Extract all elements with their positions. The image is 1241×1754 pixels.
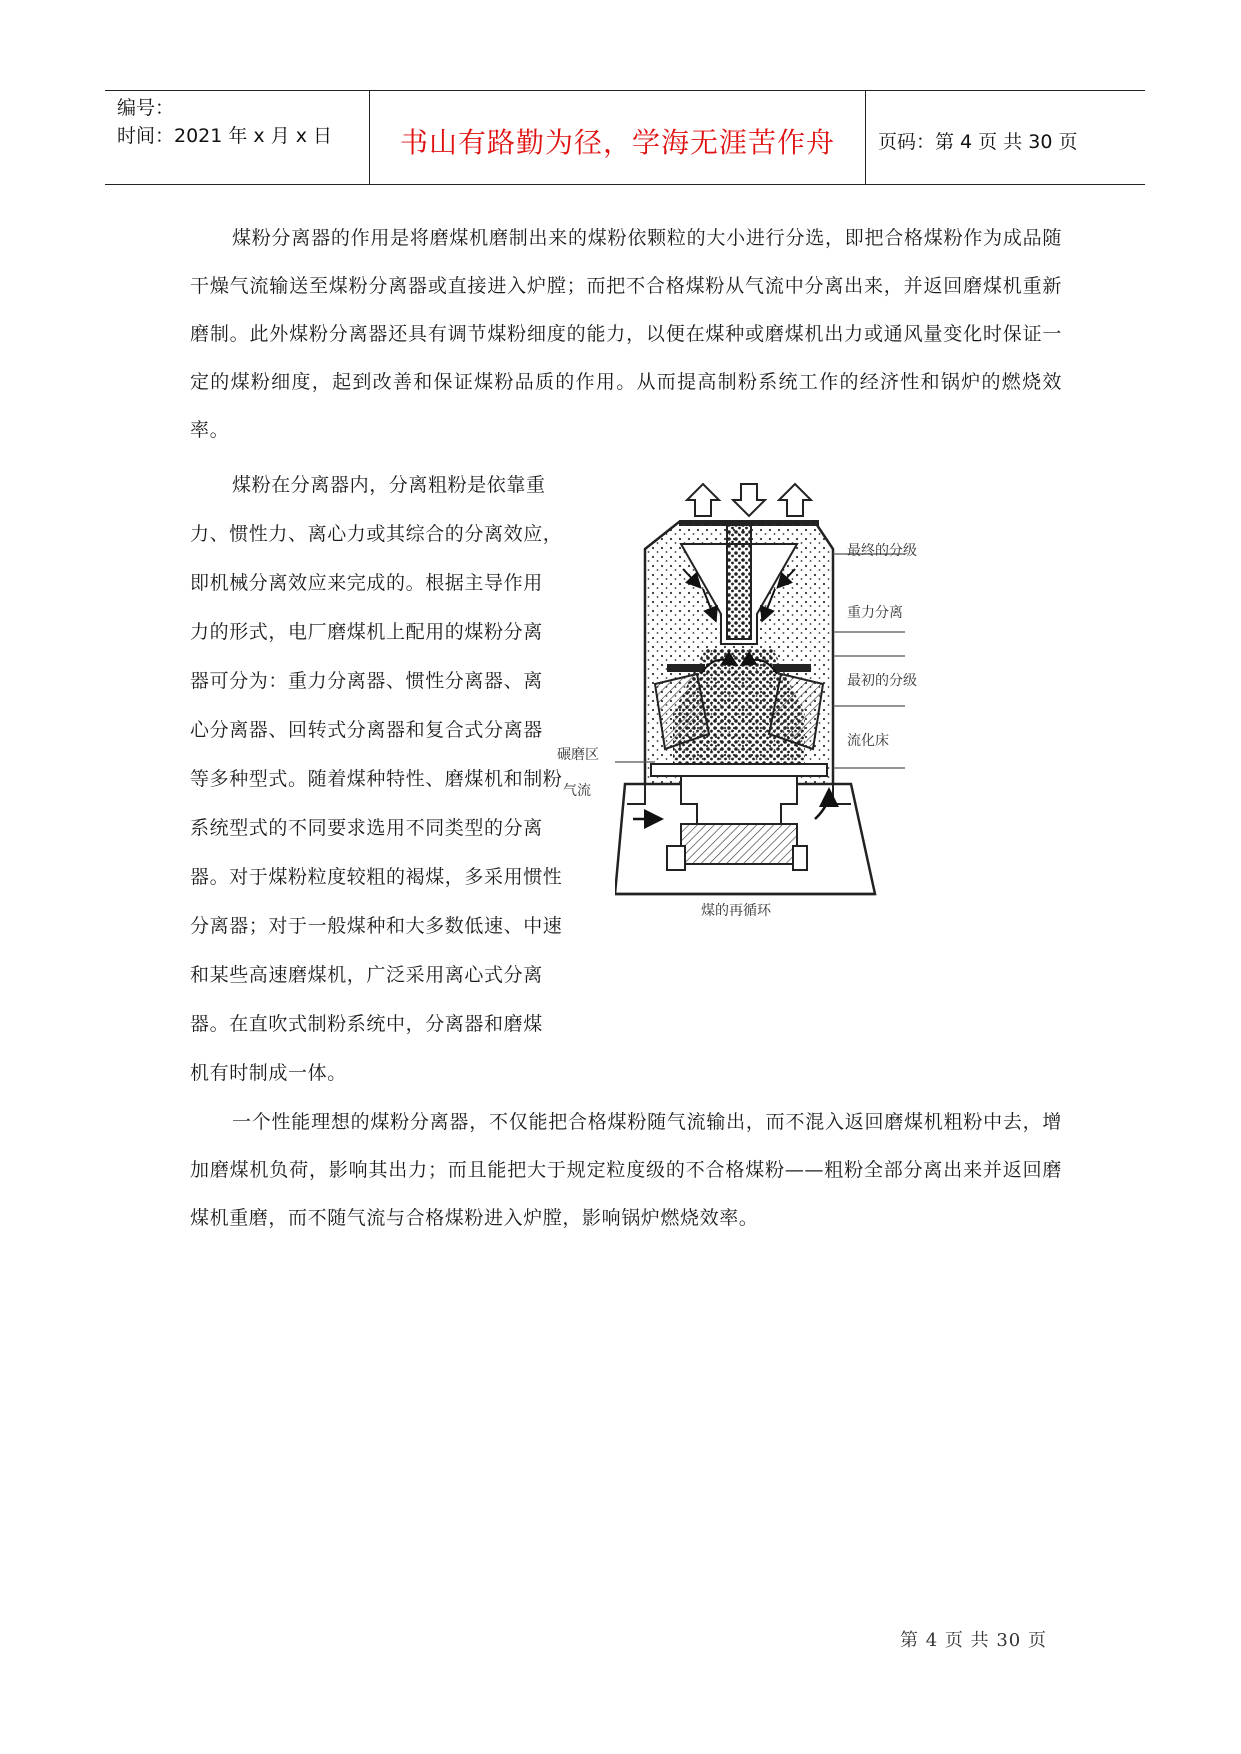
page-header	[105, 90, 1145, 185]
outlet-arrows	[687, 484, 811, 516]
label-initial-classification: 最初的分级	[847, 673, 917, 689]
paragraph-line: 心分离器、回转式分离器和复合式分离器	[190, 719, 543, 741]
coal-separator-diagram	[557, 474, 1055, 1034]
paragraph-line: 煤粉在分离器内，分离粗粉是依靠重	[232, 474, 546, 496]
paragraph-line: 机有时制成一体。	[190, 1062, 347, 1084]
label-coal-recirculation: 煤的再循环	[701, 903, 771, 919]
label-airflow: 气流	[563, 783, 591, 799]
paragraph-ideal-separator: 一个性能理想的煤粉分离器，不仅能把合格煤粉随气流输出，而不混入返回磨煤机粗粉中去，增加磨煤机负荷，影响其出力；而且能把大于规定粒度级的不合格煤粉——粗粉全部分离出来并返回磨煤机重磨，而不随气流与合格煤粉进入炉膛，影响锅炉燃烧效率。	[190, 1111, 1062, 1229]
paragraph-line: 和某些高速磨煤机，广泛采用离心式分离	[190, 964, 543, 986]
paragraph-line: 器。在直吹式制粉系统中，分离器和磨煤	[190, 1013, 543, 1035]
paragraph-separator-function: 煤粉分离器的作用是将磨煤机磨制出来的煤粉依颗粒的大小进行分选，即把合格煤粉作为成品随干燥气流输送至煤粉分离器或直接进入炉膛；而把不合格煤粉从气流中分离出来，并返回磨煤机重新磨制。此外煤粉分离器还具有调节煤粉细度的能力，以便在煤种或磨煤机出力或通风量变化时保证一定的煤粉细度，起到改善和保证煤粉品质的作用。从而提高制粉系统工作的经济性和锅炉的燃烧效率。	[190, 227, 1062, 441]
label-fluidized-bed: 流化床	[847, 733, 889, 749]
label-grinding-zone: 碾磨区	[557, 747, 599, 763]
label-gravity-separation: 重力分离	[847, 605, 903, 621]
paragraph-line: 力的形式，电厂磨煤机上配用的煤粉分离	[190, 621, 543, 643]
document-number-label: 编号：	[117, 97, 175, 119]
header-motto-cell	[369, 91, 866, 184]
label-final-classification: 最终的分级	[847, 543, 917, 559]
separator-drawing	[615, 474, 1055, 1034]
header-motto: 书山有路勤为径，学海无涯苦作舟	[399, 126, 835, 159]
header-page-number: 页码：第 4 页 共 30 页	[878, 131, 1078, 153]
paragraph-line: 分离器；对于一般煤种和大多数低速、中速	[190, 915, 563, 937]
paragraph-line: 器。对于煤粉粒度较粗的褐煤，多采用惯性	[190, 866, 563, 888]
header-meta-cell	[105, 91, 369, 184]
paragraph-line: 等多种型式。随着煤种特性、磨煤机和制粉	[190, 768, 563, 790]
document-time-label: 时间：2021 年 x 月 x 日	[117, 125, 333, 147]
paragraph-line: 即机械分离效应来完成的。根据主导作用	[190, 572, 543, 594]
footer-page-number: 第 4 页 共 30 页	[900, 1630, 1047, 1651]
paragraph-line: 力、惯性力、离心力或其综合的分离效应，	[190, 523, 563, 545]
paragraph-line: 器可分为：重力分离器、惯性分离器、离	[190, 670, 543, 692]
header-page-cell	[866, 91, 1145, 184]
paragraph-line: 系统型式的不同要求选用不同类型的分离	[190, 817, 543, 839]
